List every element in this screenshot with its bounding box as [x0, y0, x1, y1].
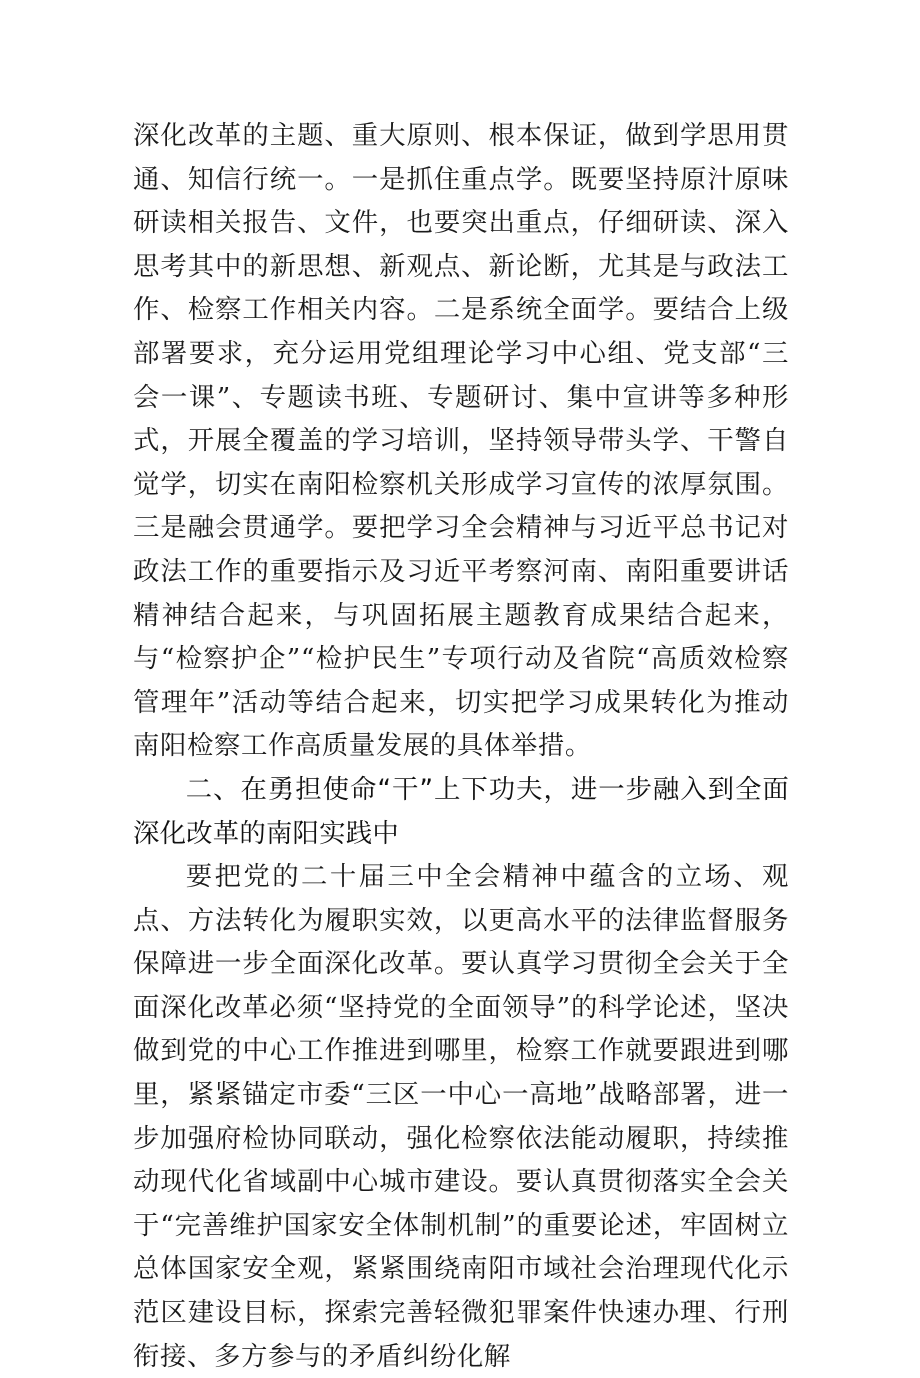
- body-paragraph: 要把党的二十届三中全会精神中蕴含的立场、观点、方法转化为履职实效，以更高水平的法律监督服务保障进一步全面深化改革。要认真学习贯彻全会关于全面深化改革必须“坚持党的全面领导”的科学论述，坚决做到党的中心工作推进到哪里，检察工作就要跟进到哪里，紧紧锚定市委“三区一中心一高地”战略部署，进一步加强府检协同联动，强化检察依法能动履职，持续推动现代化省域副中心城市建设。要认真贯彻落实全会关于“完善维护国家安全体制机制”的重要论述，牢固树立总体国家安全观，紧紧围绕南阳市域社会治理现代化示范区建设目标，探索完善轻微犯罪案件快速办理、行刑衔接、多方参与的矛盾纠纷化解: [133, 861, 789, 1372]
- body-paragraph-continued: 深化改革的主题、重大原则、根本保证，做到学思用贯通、知信行统一。一是抓住重点学。既要坚持原汁原味研读相关报告、文件，也要突出重点，仔细研读、深入思考其中的新思想、新观点、新论断，尤其是与政法工作、检察工作相关内容。二是系统全面学。要结合上级部署要求，充分运用党组理论学习中心组、党支部“三会一课”、专题读书班、专题研讨、集中宣讲等多种形式，开展全覆盖的学习培训，坚持领导带头学、干警自觉学，切实在南阳检察机关形成学习宣传的浓厚氛围。三是融会贯通学。要把学习全会精神与习近平总书记对政法工作的重要指示及习近平考察河南、南阳重要讲话精神结合起来，与巩固拓展主题教育成果结合起来，与“检察护企”“检护民生”专项行动及省院“高质效检察管理年”活动等结合起来，切实把学习成果转化为推动南阳检察工作高质量发展的具体举措。: [133, 120, 789, 762]
- section-heading: 二、在勇担使命“干”上下功夫，进一步融入到全面深化改革的南阳实践中: [133, 773, 789, 849]
- document-body: [133, 114, 789, 1378]
